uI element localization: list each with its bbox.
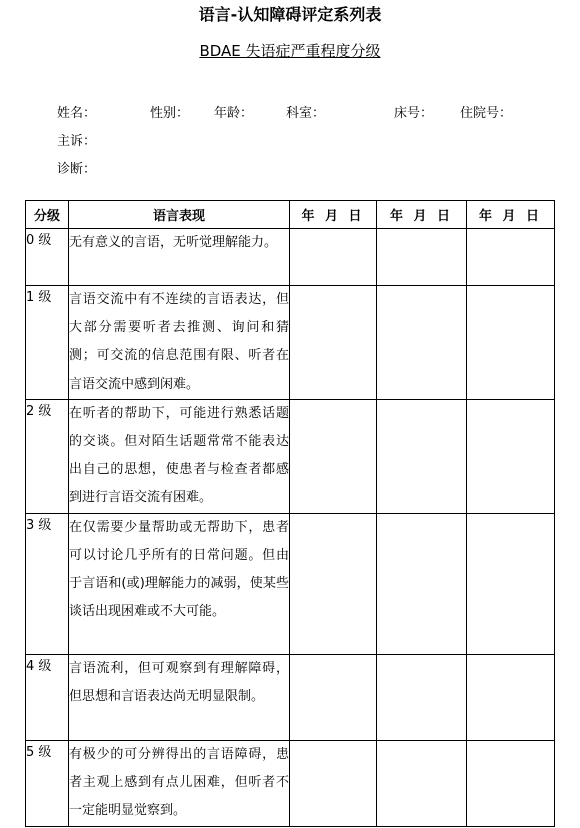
description-cell: 言语交流中有不连续的言语表达，但大部分需要听者去推测、询问和猜测；可交流的信息范围有限、听者在言语交流中感到闲难。 — [69, 286, 290, 400]
gender-label: 性别： — [150, 106, 190, 121]
date-cell-1[interactable] — [290, 399, 377, 513]
department-label: 科室： — [286, 106, 326, 121]
date-cell-3[interactable] — [467, 513, 555, 654]
date-cell-3[interactable] — [467, 399, 555, 513]
header-date-1: 年 月 日 — [290, 201, 377, 229]
document-subtitle: BDAE 失语症严重程度分级 — [199, 42, 381, 60]
header-level: 分级 — [26, 201, 69, 229]
name-label: 姓名： — [57, 106, 97, 121]
description-cell: 在听者的帮助下，可能进行熟悉话题的交谈。但对陌生话题常常不能表达出自己的思想，使患者与检查者都感到进行言语交流有困难。 — [69, 399, 290, 513]
date-cell-2[interactable] — [377, 229, 467, 286]
date-cell-2[interactable] — [377, 286, 467, 400]
level-cell: 0 级 — [26, 229, 69, 286]
date-cell-2[interactable] — [377, 654, 467, 740]
date-cell-3[interactable] — [467, 286, 555, 400]
level-cell: 2 级 — [26, 399, 69, 513]
date-cell-1[interactable] — [290, 513, 377, 654]
description-cell: 言语流利，但可观察到有理解障碍，但思想和言语表达尚无明显限制。 — [69, 654, 290, 740]
date-cell-3[interactable] — [467, 229, 555, 286]
table-header-row — [26, 201, 555, 229]
age-label: 年龄： — [214, 106, 254, 121]
date-cell-3[interactable] — [467, 740, 555, 826]
table-row — [26, 286, 555, 400]
table-row — [26, 740, 555, 826]
table-row — [26, 229, 555, 286]
date-cell-2[interactable] — [377, 513, 467, 654]
date-cell-1[interactable] — [290, 286, 377, 400]
admission-number-label: 住院号： — [460, 106, 513, 121]
document-title: 语言-认知障碍评定系列表 — [198, 5, 382, 24]
date-cell-3[interactable] — [467, 654, 555, 740]
description-cell: 有极少的可分辨得出的言语障碍，患者主观上感到有点儿困难，但听者不一定能明显觉察到。 — [69, 740, 290, 826]
date-cell-2[interactable] — [377, 399, 467, 513]
header-date-3: 年 月 日 — [467, 201, 555, 229]
table-row — [26, 513, 555, 654]
level-cell: 3 级 — [26, 513, 69, 654]
diagnosis-label: 诊断： — [57, 162, 97, 177]
date-cell-1[interactable] — [290, 740, 377, 826]
header-date-2: 年 月 日 — [377, 201, 467, 229]
table-row — [26, 399, 555, 513]
level-cell: 4 级 — [26, 654, 69, 740]
header-description: 语言表现 — [69, 201, 290, 229]
date-cell-1[interactable] — [290, 654, 377, 740]
table-row — [26, 654, 555, 740]
bed-number-label: 床号： — [394, 106, 434, 121]
date-cell-1[interactable] — [290, 229, 377, 286]
severity-grade-table — [25, 200, 555, 827]
description-cell: 无有意义的言语，无听觉理解能力。 — [69, 229, 290, 286]
date-cell-2[interactable] — [377, 740, 467, 826]
level-cell: 1 级 — [26, 286, 69, 400]
complaint-label: 主诉： — [57, 134, 97, 149]
description-cell: 在仅需要少量帮助或无帮助下，患者可以讨论几乎所有的日常问题。但由于言语和(或)理解能力的减弱，使某些谈话出现困难或不大可能。 — [69, 513, 290, 654]
level-cell: 5 级 — [26, 740, 69, 826]
